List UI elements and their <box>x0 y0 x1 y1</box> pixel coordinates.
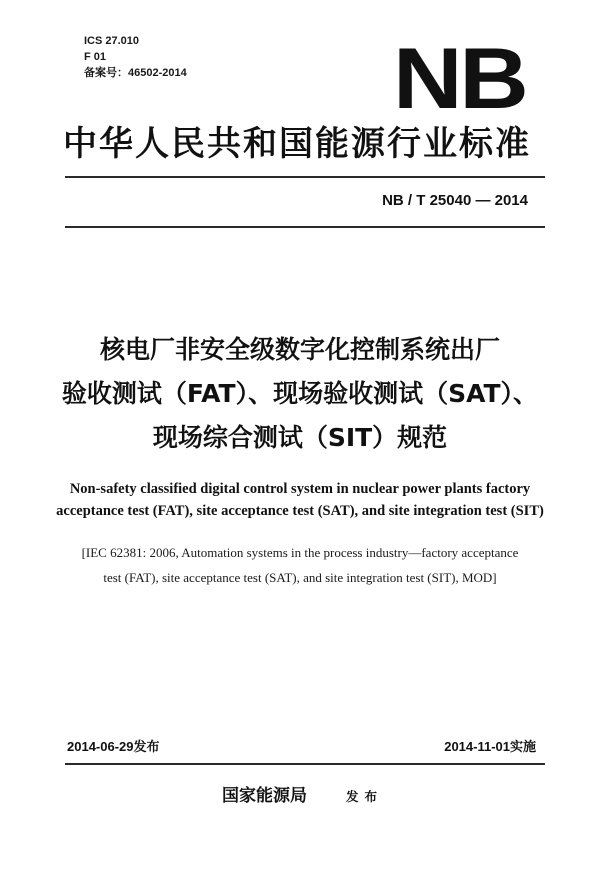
english-title-line: acceptance test (FAT), site acceptance test (SAT), and site integration test (SIT) <box>56 503 544 519</box>
nb-logo: NB <box>393 31 526 127</box>
standard-category-title: 中华人民共和国能源行业标准 <box>63 124 531 164</box>
issuing-authority: 国家能源局 <box>222 786 307 806</box>
standard-number: NB / T 25040 — 2014 <box>382 192 528 209</box>
issue-date: 2014-06-29发布 <box>67 739 160 754</box>
issuing-verb: 发布 <box>346 789 384 804</box>
iec-reference-line: test (FAT), site acceptance test (SAT), and site integration test (SIT), MOD] <box>103 570 497 585</box>
ics-code: ICS 27.010 <box>84 35 140 47</box>
record-number: 备案号：46502-2014 <box>84 67 187 79</box>
chinese-title-line: 核电厂非安全级数字化控制系统出厂 <box>99 335 500 364</box>
ccs-code: F 01 <box>84 51 107 63</box>
implementation-date: 2014-11-01实施 <box>444 739 536 754</box>
divider-top <box>65 176 545 178</box>
chinese-title-line: 验收测试（FAT）、现场验收测试（SAT）、 <box>61 379 539 408</box>
iec-reference-line: [IEC 62381: 2006, Automation systems in the process industry—factory acceptance <box>81 545 519 560</box>
divider-middle <box>65 226 545 228</box>
divider-bottom <box>65 763 545 765</box>
chinese-title-line: 现场综合测试（SIT）规范 <box>152 423 448 452</box>
english-title-line: Non-safety classified digital control system in nuclear power plants factory <box>69 481 531 497</box>
